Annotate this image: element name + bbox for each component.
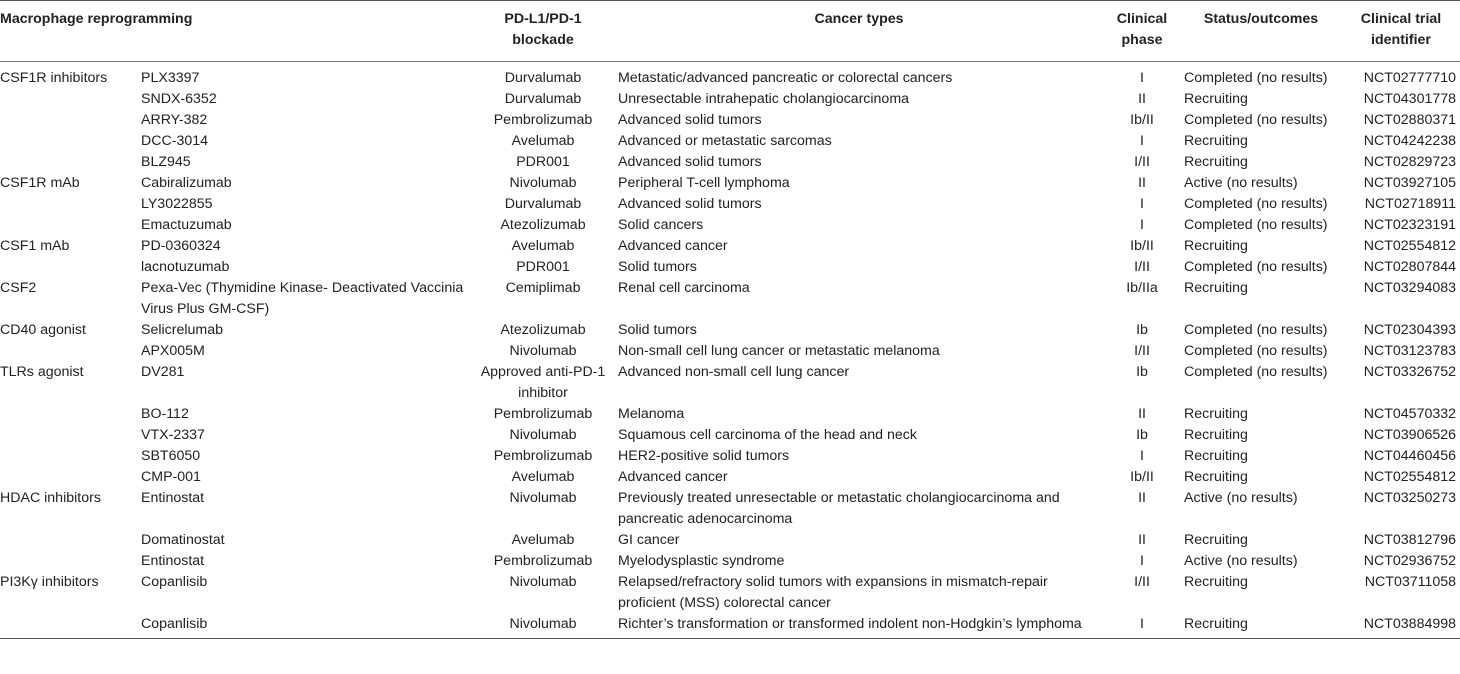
cell-cancer-type: Solid tumors — [618, 322, 697, 338]
cell-trial-identifier: NCT02829723 — [1363, 154, 1457, 170]
cell-trial-identifier: NCT02718911 — [1364, 196, 1457, 212]
cell-category — [0, 89, 137, 110]
cell-agent: Pexa-Vec (Thymidine Kinase- Deactivated Vaccinia Virus Plus GM-CSF) — [141, 280, 464, 317]
cell-cancer-type: Advanced solid tumors — [618, 196, 762, 212]
cell-clinical-phase: I/II — [1134, 259, 1150, 275]
cell-clinical-phase: I — [1104, 614, 1180, 639]
cell-agent: PLX3397 — [141, 70, 200, 86]
cell-status: Recruiting — [1184, 427, 1248, 443]
cell-blockade: PDR001 — [516, 259, 570, 275]
cell-category: PI3Kγ inhibitors — [0, 574, 99, 590]
cell-agent: Copanlisib — [141, 574, 208, 590]
table-row — [0, 341, 1460, 362]
cell-blockade: Pembrolizumab — [493, 406, 593, 422]
cell-clinical-phase: I/II — [1134, 574, 1150, 590]
cell-trial-identifier: NCT02323191 — [1363, 217, 1457, 233]
cell-category — [0, 131, 137, 152]
cell-status: Recruiting — [1184, 133, 1248, 149]
cell-clinical-phase: II — [1138, 91, 1146, 107]
cell-status: Recruiting — [1184, 91, 1248, 107]
cell-agent: PD-0360324 — [141, 238, 221, 254]
cell-status: Completed (no results) — [1184, 196, 1328, 212]
cell-cancer-type: Advanced non-small cell lung cancer — [618, 364, 850, 380]
cell-cancer-type: Solid tumors — [618, 259, 697, 275]
table-row — [0, 362, 1460, 404]
cell-category — [0, 257, 137, 278]
cell-agent: VTX-2337 — [141, 427, 205, 443]
cell-category — [0, 446, 137, 467]
cell-clinical-phase: Ib/IIa — [1126, 280, 1158, 296]
cell-agent: Cabiralizumab — [141, 175, 232, 191]
cell-cancer-type: Richter’s transformation or transformed indolent non-Hodgkin’s lymphoma — [614, 614, 1104, 639]
cell-cancer-type: Peripheral T-cell lymphoma — [618, 175, 790, 191]
cell-clinical-phase: II — [1138, 532, 1146, 548]
cell-agent: CMP-001 — [141, 469, 201, 485]
cell-status: Completed (no results) — [1184, 112, 1328, 128]
header-trial-identifier: Clinical trial identifier — [1360, 11, 1442, 48]
table-row — [0, 194, 1460, 215]
cell-status: Recruiting — [1184, 532, 1248, 548]
cell-blockade: Nivolumab — [509, 427, 577, 443]
cell-agent: APX005M — [141, 343, 205, 359]
table-row — [0, 257, 1460, 278]
cell-blockade: Nivolumab — [472, 614, 614, 639]
cell-clinical-phase: Ib/II — [1130, 112, 1154, 128]
header-status-outcomes: Status/outcomes — [1203, 11, 1319, 27]
table-row — [0, 530, 1460, 551]
cell-status: Completed (no results) — [1184, 343, 1328, 359]
cell-clinical-phase: Ib — [1136, 322, 1148, 338]
cell-cancer-type: Unresectable intrahepatic cholangiocarcinoma — [618, 91, 910, 107]
cell-blockade: Approved anti-PD-1 inhibitor — [480, 364, 606, 401]
cell-clinical-phase: Ib — [1136, 427, 1148, 443]
cell-agent: LY3022855 — [141, 196, 213, 212]
cell-agent: Entinostat — [141, 490, 205, 506]
cell-category: TLRs agonist — [0, 364, 84, 380]
cell-agent: BLZ945 — [141, 154, 191, 170]
cell-status: Recruiting — [1184, 154, 1248, 170]
cell-cancer-type: GI cancer — [618, 532, 680, 548]
cell-clinical-phase: Ib — [1136, 364, 1148, 380]
cell-category — [0, 614, 137, 639]
cell-cancer-type: Melanoma — [618, 406, 685, 422]
table-row — [0, 68, 1460, 89]
cell-clinical-phase: I — [1140, 448, 1144, 464]
cell-status: Completed (no results) — [1184, 364, 1328, 380]
cell-blockade: Durvalumab — [504, 196, 582, 212]
table-row — [0, 173, 1460, 194]
cell-blockade: Cemiplimab — [505, 280, 581, 296]
cell-cancer-type: HER2-positive solid tumors — [618, 448, 790, 464]
cell-trial-identifier: NCT03250273 — [1363, 490, 1457, 506]
cell-category: CSF2 — [0, 280, 37, 296]
cell-status: Recruiting — [1180, 614, 1342, 639]
cell-blockade: Atezolizumab — [500, 322, 586, 338]
cell-trial-identifier: NCT03711058 — [1364, 574, 1457, 590]
cell-blockade: Avelumab — [511, 238, 575, 254]
cell-status: Completed (no results) — [1184, 259, 1328, 275]
table-row — [0, 467, 1460, 488]
cell-category: HDAC inhibitors — [0, 490, 101, 506]
cell-blockade: Avelumab — [511, 469, 575, 485]
cell-category — [0, 194, 137, 215]
table-row — [0, 404, 1460, 425]
cell-cancer-type: Myelodysplastic syndrome — [618, 553, 785, 569]
cell-trial-identifier: NCT04570332 — [1363, 406, 1457, 422]
table-header — [0, 1, 1460, 62]
cell-status: Completed (no results) — [1184, 217, 1328, 233]
cell-status: Active (no results) — [1184, 490, 1298, 506]
cell-category — [0, 551, 137, 572]
cell-status: Recruiting — [1184, 238, 1248, 254]
cell-trial-identifier: NCT04460456 — [1363, 448, 1457, 464]
table-row — [0, 320, 1460, 341]
cell-category: CD40 agonist — [0, 322, 86, 338]
cell-category: CSF1 mAb — [0, 238, 70, 254]
cell-clinical-phase: II — [1138, 406, 1146, 422]
cell-blockade: Nivolumab — [509, 490, 577, 506]
cell-trial-identifier: NCT03927105 — [1363, 175, 1457, 191]
cell-clinical-phase: I — [1140, 553, 1144, 569]
cell-trial-identifier: NCT02807844 — [1363, 259, 1457, 275]
cell-category — [0, 341, 137, 362]
cell-status: Recruiting — [1184, 574, 1248, 590]
cell-cancer-type: Renal cell carcinoma — [618, 280, 750, 296]
table-row — [0, 131, 1460, 152]
cell-cancer-type: Advanced or metastatic sarcomas — [618, 133, 832, 149]
table-row — [0, 215, 1460, 236]
cell-agent: SBT6050 — [141, 448, 201, 464]
cell-status: Active (no results) — [1184, 553, 1298, 569]
cell-cancer-type: Advanced solid tumors — [618, 112, 762, 128]
cell-agent: Entinostat — [141, 553, 205, 569]
cell-category — [0, 215, 137, 236]
cell-category: CSF1R inhibitors — [0, 70, 108, 86]
cell-clinical-phase: I — [1140, 70, 1144, 86]
table-row — [0, 614, 1460, 639]
cell-clinical-phase: I/II — [1134, 154, 1150, 170]
table-row — [0, 488, 1460, 530]
cell-blockade: Nivolumab — [509, 175, 577, 191]
cell-clinical-phase: I/II — [1134, 343, 1150, 359]
header-macrophage-reprogramming: Macrophage reprogramming — [0, 11, 193, 27]
cell-cancer-type: Advanced cancer — [618, 238, 728, 254]
table-row — [0, 89, 1460, 110]
cell-blockade: Nivolumab — [509, 343, 577, 359]
cell-blockade: Pembrolizumab — [493, 553, 593, 569]
cell-blockade: PDR001 — [516, 154, 570, 170]
cell-agent: Selicrelumab — [141, 322, 224, 338]
cell-cancer-type: Non-small cell lung cancer or metastatic melanoma — [618, 343, 940, 359]
table-row — [0, 425, 1460, 446]
cell-status: Active (no results) — [1184, 175, 1298, 191]
cell-trial-identifier: NCT03294083 — [1363, 280, 1457, 296]
table-row — [0, 572, 1460, 614]
header-clinical-phase: Clinical phase — [1116, 11, 1168, 48]
cell-agent: BO-112 — [141, 406, 189, 422]
cell-clinical-phase: Ib/II — [1130, 469, 1154, 485]
cell-cancer-type: Squamous cell carcinoma of the head and neck — [618, 427, 917, 443]
cell-trial-identifier: NCT03123783 — [1363, 343, 1457, 359]
cell-status: Recruiting — [1184, 280, 1248, 296]
cell-trial-identifier: NCT03812796 — [1363, 532, 1457, 548]
cell-blockade: Avelumab — [511, 532, 575, 548]
cell-blockade: Pembrolizumab — [493, 448, 593, 464]
cell-clinical-phase: I — [1140, 133, 1144, 149]
table-row — [0, 278, 1460, 320]
cell-cancer-type: Previously treated unresectable or metastatic cholangiocarcinoma and pancreatic adenocarcinoma — [618, 490, 1060, 527]
cell-blockade: Pembrolizumab — [493, 112, 593, 128]
header-pd-blockade: PD-L1/PD-1 blockade — [504, 11, 582, 48]
cell-cancer-type: Solid cancers — [618, 217, 704, 233]
cell-trial-identifier: NCT03884998 — [1342, 614, 1460, 639]
cell-trial-identifier: NCT02554812 — [1363, 469, 1457, 485]
cell-clinical-phase: I — [1140, 217, 1144, 233]
cell-blockade: Durvalumab — [504, 91, 582, 107]
cell-agent: Copanlisib — [137, 614, 472, 639]
cell-cancer-type: Advanced solid tumors — [618, 154, 762, 170]
cell-clinical-phase: II — [1138, 175, 1146, 191]
cell-status: Recruiting — [1184, 469, 1248, 485]
cell-agent: SNDX-6352 — [141, 91, 217, 107]
cell-agent: DCC-3014 — [141, 133, 209, 149]
cell-trial-identifier: NCT02880371 — [1363, 112, 1457, 128]
cell-status: Completed (no results) — [1184, 322, 1328, 338]
cell-trial-identifier: NCT02554812 — [1363, 238, 1457, 254]
cell-trial-identifier: NCT03326752 — [1363, 364, 1457, 380]
cell-category: CSF1R mAb — [0, 175, 80, 191]
cell-category — [0, 425, 137, 446]
cell-cancer-type: Metastatic/advanced pancreatic or colorectal cancers — [618, 70, 953, 86]
cell-agent: DV281 — [141, 364, 185, 380]
cell-trial-identifier: NCT04301778 — [1363, 91, 1457, 107]
table-row — [0, 152, 1460, 173]
cell-agent: Emactuzumab — [141, 217, 232, 233]
cell-category — [0, 152, 137, 173]
cell-agent: Domatinostat — [141, 532, 225, 548]
cell-blockade: Atezolizumab — [500, 217, 586, 233]
table-row — [0, 110, 1460, 131]
cell-trial-identifier: NCT04242238 — [1363, 133, 1457, 149]
header-cancer-types: Cancer types — [814, 11, 904, 27]
cell-cancer-type: Relapsed/refractory solid tumors with expansions in mismatch-repair proficient (MSS) colorectal cancer — [618, 574, 1048, 611]
cell-clinical-phase: Ib/II — [1130, 238, 1154, 254]
table-row — [0, 236, 1460, 257]
cell-status: Recruiting — [1184, 448, 1248, 464]
cell-category — [0, 110, 137, 131]
cell-category — [0, 467, 137, 488]
cell-status: Recruiting — [1184, 406, 1248, 422]
cell-cancer-type: Advanced cancer — [618, 469, 728, 485]
cell-category — [0, 404, 137, 425]
cell-status: Completed (no results) — [1184, 70, 1328, 86]
table-row — [0, 446, 1460, 467]
cell-agent: lacnotuzumab — [141, 259, 230, 275]
cell-category — [0, 530, 137, 551]
cell-trial-identifier: NCT02936752 — [1363, 553, 1457, 569]
cell-clinical-phase: II — [1138, 490, 1146, 506]
cell-trial-identifier: NCT03906526 — [1363, 427, 1457, 443]
cell-blockade: Avelumab — [511, 133, 575, 149]
cell-clinical-phase: I — [1140, 196, 1144, 212]
table-row — [0, 551, 1460, 572]
cell-trial-identifier: NCT02777710 — [1363, 70, 1457, 86]
cell-trial-identifier: NCT02304393 — [1363, 322, 1457, 338]
cell-agent: ARRY-382 — [141, 112, 208, 128]
cell-blockade: Durvalumab — [504, 70, 582, 86]
cell-blockade: Nivolumab — [509, 574, 577, 590]
